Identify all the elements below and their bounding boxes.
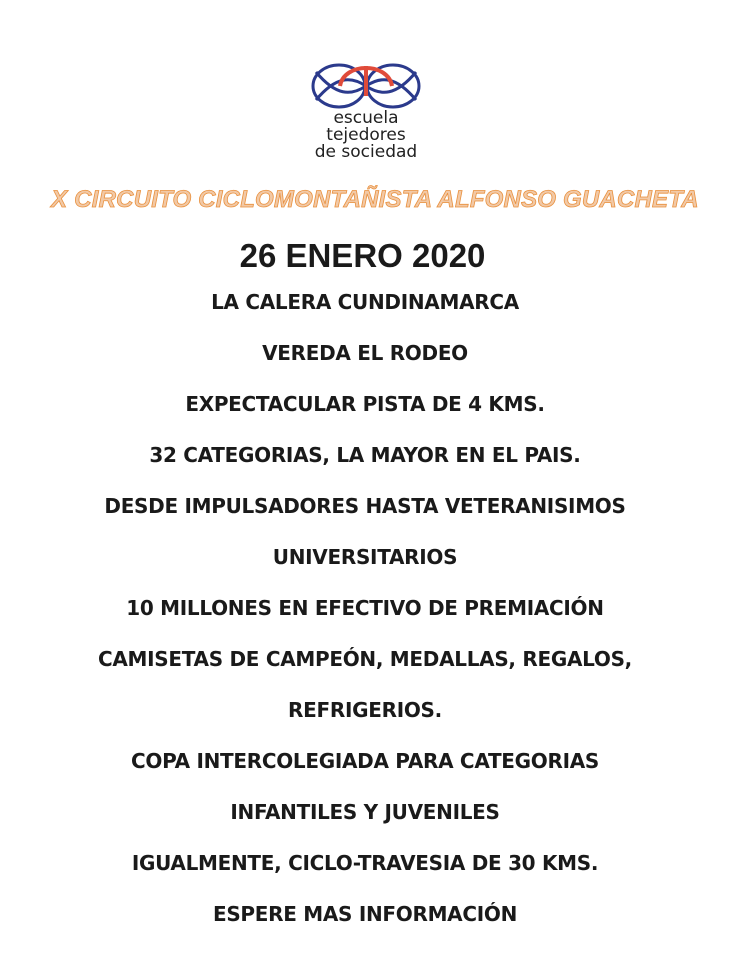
logo-text-line-1: escuela — [333, 108, 399, 128]
logo-emblem-icon — [306, 56, 426, 110]
detail-line: INFANTILES Y JUVENILES — [230, 800, 500, 824]
event-date: 26 ENERO 2020 — [239, 237, 486, 274]
detail-line: VEREDA EL RODEO — [262, 341, 468, 365]
event-title: X CIRCUITO CICLOMONTAÑISTA ALFONSO GUACHETA — [51, 186, 699, 213]
detail-line: IGUALMENTE, CICLO-TRAVESIA DE 30 KMS. — [131, 851, 599, 875]
detail-line: CAMISETAS DE CAMPEÓN, MEDALLAS, REGALOS, — [98, 647, 632, 671]
detail-line: 32 CATEGORIAS, LA MAYOR EN EL PAIS. — [149, 443, 581, 467]
event-details — [0, 284, 730, 947]
logo-text-line-3: de sociedad — [314, 142, 418, 162]
detail-line: ESPERE MAS INFORMACIÓN — [212, 902, 518, 926]
detail-line: REFRIGERIOS. — [288, 698, 442, 722]
detail-line: 10 MILLONES EN EFECTIVO DE PREMIACIÓN — [126, 596, 604, 620]
detail-line: UNIVERSITARIOS — [272, 545, 458, 569]
detail-line: COPA INTERCOLEGIADA PARA CATEGORIAS — [131, 749, 599, 773]
logo-text-line-2: tejedores — [326, 125, 406, 145]
detail-line: DESDE IMPULSADORES HASTA VETERANISIMOS — [104, 494, 626, 518]
school-logo — [296, 56, 436, 168]
detail-line: EXPECTACULAR PISTA DE 4 KMS. — [185, 392, 545, 416]
detail-line: LA CALERA CUNDINAMARCA — [211, 290, 519, 314]
